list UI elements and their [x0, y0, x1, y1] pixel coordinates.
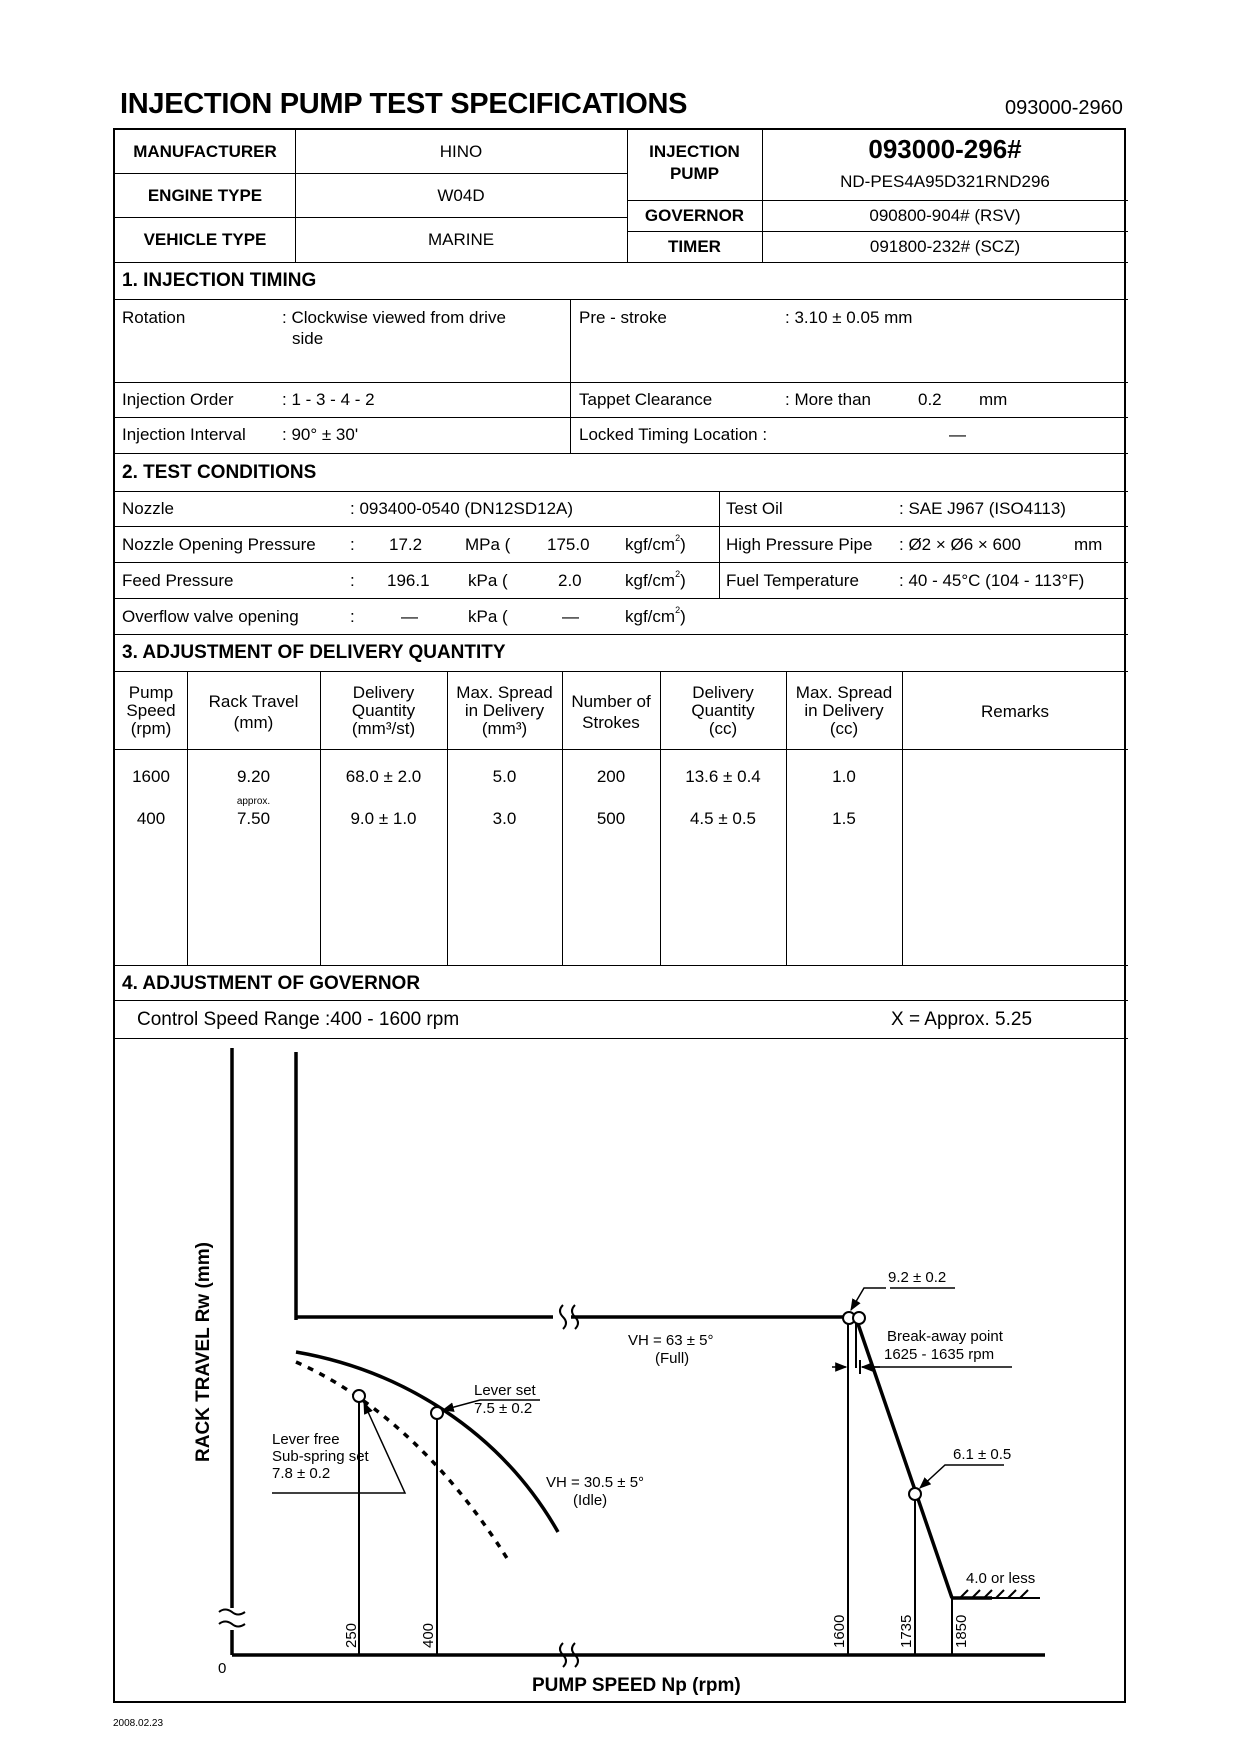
page-title: INJECTION PUMP TEST SPECIFICATIONS: [120, 88, 688, 120]
feed-colon: :: [350, 571, 355, 590]
row1-quantity: 68.0 ± 2.0: [345, 767, 422, 786]
tick-1600: 1600: [831, 1614, 848, 1648]
row1-spread: 5.0: [492, 767, 517, 786]
row1-strokes: 200: [596, 767, 626, 786]
annotation-6-1: 6.1 ± 0.5: [953, 1446, 1012, 1463]
high-pressure-pipe-label: High Pressure Pipe: [726, 535, 873, 554]
row2-spread-cc: 1.5: [832, 809, 856, 828]
rotation-value: : Clockwise viewed from drive: [282, 308, 506, 327]
vehicle-type-label: VEHICLE TYPE: [143, 230, 267, 249]
x-axis-label: PUMP SPEED Np (rpm): [532, 1675, 741, 1696]
injection-interval-label: Injection Interval: [122, 425, 246, 444]
test-oil-label: Test Oil: [726, 499, 783, 518]
engine-type-value: W04D: [437, 186, 485, 205]
col-max-spread: Max. Spread in Delivery (mm³): [456, 683, 553, 738]
point-6-1: [909, 1488, 921, 1500]
engine-type-label: ENGINE TYPE: [147, 186, 263, 205]
governor-value: 090800-904# (RSV): [869, 206, 1021, 225]
feed-kgf-value: 2.0: [558, 571, 582, 590]
col-pump-speed: Pump Speed (rpm): [126, 683, 176, 738]
governor-heading: 4. ADJUSTMENT OF GOVERNOR: [122, 973, 421, 994]
nop-kgf-value: 175.0: [547, 535, 590, 554]
high-pressure-pipe-value: : Ø2 × Ø6 × 600: [899, 535, 1021, 554]
injection-timing-heading: 1. INJECTION TIMING: [122, 270, 317, 291]
injection-pump-label: INJECTION: [649, 142, 740, 161]
annotation-sub-spring: Sub-spring set: [272, 1448, 369, 1465]
origin-label: 0: [218, 1660, 227, 1677]
prestroke-value: : 3.10 ± 0.05 mm: [785, 308, 913, 327]
rotation-value-2: side: [292, 329, 324, 348]
injection-interval-value: : 90° ± 30': [282, 425, 359, 444]
manufacturer-label: MANUFACTURER: [133, 142, 277, 161]
row2-rack: 7.50: [236, 809, 271, 828]
annotation-lever-set-value: 7.5 ± 0.2: [474, 1400, 533, 1417]
y-axis-break: [219, 1610, 245, 1627]
point-lever-free: [353, 1390, 365, 1402]
row1-spread-cc: 1.0: [832, 767, 856, 786]
annotation-lever-set: Lever set: [474, 1382, 536, 1399]
nop-kgf-unit: kgf/$cm^2$): [625, 533, 686, 554]
row1-speed: 1600: [132, 767, 170, 786]
annotation-vh-idle: VH = 30.5 ± 5°: [546, 1474, 645, 1491]
full-line-break: [560, 1305, 566, 1329]
delivery-heading: 3. ADJUSTMENT OF DELIVERY QUANTITY: [122, 642, 506, 663]
pump-number: 093000-296#: [868, 134, 1022, 164]
tappet-clearance-label: Tappet Clearance: [579, 390, 713, 409]
nop-mpa-value: 17.2: [389, 535, 423, 554]
test-oil-value: : SAE J967 (ISO4113): [899, 499, 1066, 518]
row1-quantity-cc: 13.6 ± 0.4: [685, 767, 761, 786]
prestroke-label: Pre - stroke: [579, 308, 667, 327]
row2-quantity: 9.0 ± 1.0: [350, 809, 417, 828]
row2-strokes: 500: [596, 809, 626, 828]
annotation-full: (Full): [655, 1350, 690, 1367]
annotation-idle: (Idle): [573, 1492, 608, 1509]
timer-label: TIMER: [668, 237, 721, 256]
overflow-kpa-value: —: [401, 607, 418, 626]
tappet-clearance-value: 0.2: [918, 390, 942, 409]
high-pressure-pipe-unit: mm: [1074, 535, 1103, 554]
nop-colon: :: [350, 535, 355, 554]
timer-value: 091800-232# (SCZ): [869, 237, 1021, 256]
overflow-valve-label: Overflow valve opening: [122, 607, 299, 626]
point-breakaway: [853, 1312, 865, 1324]
row2-rack-note: approx.: [236, 796, 271, 807]
col-max-spread-cc: Max. Spread in Delivery (cc): [795, 683, 893, 738]
vehicle-type-value: MARINE: [427, 230, 495, 249]
annotation-breakaway: Break-away point: [887, 1328, 1003, 1345]
tick-400: 400: [420, 1622, 437, 1648]
annotation-vh-full: VH = 63 ± 5°: [628, 1332, 714, 1349]
annotation-breakaway-rpm: 1625 - 1635 rpm: [884, 1346, 995, 1363]
governor-label: GOVERNOR: [644, 206, 745, 225]
manufacturer-value: HINO: [439, 142, 483, 161]
col-remarks: Remarks: [980, 702, 1049, 721]
col-number-of-strokes: Number of Strokes: [571, 692, 651, 732]
locked-timing-label: Locked Timing Location :: [579, 425, 768, 444]
overflow-colon: :: [350, 607, 355, 626]
annotation-4-0: 4.0 or less: [966, 1570, 1036, 1587]
overflow-kpa-unit: kPa (: [468, 607, 508, 626]
col-delivery-quantity: Delivery Quantity (mm³/st): [351, 683, 416, 738]
tick-1735: 1735: [898, 1614, 915, 1648]
full-load-line: [296, 1052, 856, 1320]
pump-model: ND-PES4A95D321RND296: [840, 172, 1050, 191]
row1-rack: 9.20: [236, 767, 271, 786]
overflow-kgf-unit: kgf/$cm^2$): [625, 605, 686, 626]
fuel-temperature-label: Fuel Temperature: [726, 571, 859, 590]
annotation-9-2: 9.2 ± 0.2: [888, 1269, 947, 1286]
nop-mpa-unit: MPa (: [465, 535, 511, 554]
feed-kgf-unit: kgf/$cm^2$): [625, 569, 686, 590]
fuel-temperature-value: : 40 - 45°C (104 - 113°F): [899, 571, 1085, 590]
overflow-kgf-value: —: [562, 607, 579, 626]
feed-kpa-value: 196.1: [387, 571, 430, 590]
nozzle-label: Nozzle: [122, 499, 174, 518]
document-date: 2008.02.23: [113, 1718, 164, 1729]
x-value: X = Approx. 5.25: [891, 1009, 1033, 1030]
col-rack-travel: Rack Travel (mm): [208, 692, 299, 732]
injection-order-label: Injection Order: [122, 390, 234, 409]
col-delivery-quantity-cc: Delivery Quantity (cc): [691, 683, 755, 738]
document-number: 093000-2960: [1005, 97, 1123, 119]
tappet-clearance-unit: mm: [979, 390, 1008, 409]
feed-pressure-label: Feed Pressure: [122, 571, 234, 590]
tick-1850: 1850: [953, 1614, 970, 1648]
annotation-lever-free: Lever free: [272, 1431, 340, 1448]
nozzle-value: : 093400-0540 (DN12SD12A): [350, 499, 574, 518]
row2-spread: 3.0: [492, 809, 517, 828]
y-axis-label: RACK TRAVEL Rw (mm): [193, 1242, 214, 1462]
locked-timing-value: —: [949, 425, 966, 444]
test-conditions-heading: 2. TEST CONDITIONS: [122, 462, 317, 483]
point-lever-set: [431, 1407, 443, 1419]
row2-quantity-cc: 4.5 ± 0.5: [689, 809, 757, 828]
rotation-label: Rotation: [122, 308, 186, 327]
tick-250: 250: [343, 1622, 360, 1648]
feed-kpa-unit: kPa (: [468, 571, 508, 590]
nozzle-opening-pressure-label: Nozzle Opening Pressure: [122, 535, 316, 554]
row2-speed: 400: [136, 809, 166, 828]
injection-pump-label-2: PUMP: [669, 164, 720, 183]
tappet-clearance-prefix: : More than: [785, 390, 871, 409]
injection-order-value: : 1 - 3 - 4 - 2: [282, 390, 375, 409]
annotation-sub-spring-value: 7.8 ± 0.2: [272, 1465, 331, 1482]
control-speed-range: Control Speed Range :400 - 1600 rpm: [137, 1009, 460, 1030]
